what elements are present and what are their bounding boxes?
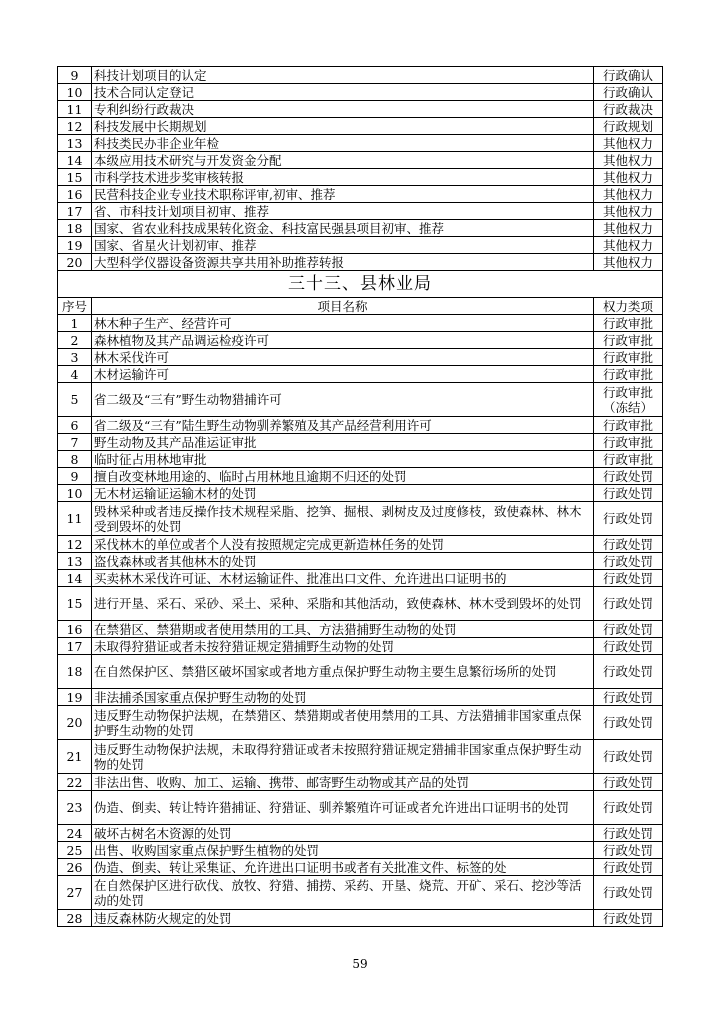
row-serial: 4	[58, 366, 92, 383]
row-serial: 28	[58, 910, 92, 927]
table-row	[58, 169, 663, 186]
row-power-type: 行政处罚	[594, 570, 663, 587]
table-row	[58, 468, 663, 485]
row-power-type: 行政裁决	[594, 101, 663, 118]
row-power-type: 行政处罚	[594, 876, 663, 910]
section-title: 三十三、县林业局	[58, 271, 663, 298]
row-item-name: 科技类民办非企业年检	[92, 135, 594, 152]
table-row	[58, 825, 663, 842]
row-item-name: 省二级及“三有”陆生野生动物驯养繁殖及其产品经营利用许可	[92, 417, 594, 434]
row-item-name: 未取得狩猎证或者未按狩猎证规定猎捕野生动物的处罚	[92, 638, 594, 655]
row-power-type: 行政确认	[594, 67, 663, 84]
row-power-type: 行政处罚	[594, 638, 663, 655]
row-power-type: 其他权力	[594, 186, 663, 203]
table-row	[58, 315, 663, 332]
table-row	[58, 502, 663, 536]
row-power-type: 行政处罚	[594, 910, 663, 927]
table-row	[58, 638, 663, 655]
table-row	[58, 67, 663, 84]
row-power-type: 行政处罚	[594, 655, 663, 689]
table-row	[58, 434, 663, 451]
row-serial: 26	[58, 859, 92, 876]
row-item-name: 出售、收购国家重点保护野生植物的处罚	[92, 842, 594, 859]
row-serial: 12	[58, 536, 92, 553]
row-power-type: 其他权力	[594, 169, 663, 186]
row-serial: 14	[58, 152, 92, 169]
row-power-type: 行政审批	[594, 349, 663, 366]
row-serial: 23	[58, 791, 92, 825]
row-serial: 3	[58, 349, 92, 366]
row-item-name: 违反野生动物保护法规，在禁猎区、禁猎期或者使用禁用的工具、方法猎捕非国家重点保护野生动物的处罚	[92, 706, 594, 740]
row-power-type: 行政审批（冻结）	[594, 383, 663, 417]
row-item-name: 伪造、倒卖、转让采集证、允许进出口证明书或者有关批准文件、标签的处	[92, 859, 594, 876]
row-power-type: 行政审批	[594, 417, 663, 434]
row-serial: 1	[58, 315, 92, 332]
row-serial: 7	[58, 434, 92, 451]
row-power-type: 行政处罚	[594, 859, 663, 876]
row-serial: 22	[58, 774, 92, 791]
row-item-name: 临时征占用林地审批	[92, 451, 594, 468]
row-item-name: 在自然保护区、禁猎区破坏国家或者地方重点保护野生动物主要生息繁衍场所的处罚	[92, 655, 594, 689]
row-item-name: 毁林采种或者违反操作技术规程采脂、挖笋、掘根、剥树皮及过度修枝，致使森林、林木受到毁坏的处罚	[92, 502, 594, 536]
row-serial: 13	[58, 553, 92, 570]
table-row	[58, 220, 663, 237]
header-serial: 序号	[58, 298, 92, 315]
row-serial: 9	[58, 67, 92, 84]
row-power-type: 行政审批	[594, 451, 663, 468]
table-row	[58, 203, 663, 220]
row-item-name: 森林植物及其产品调运检疫许可	[92, 332, 594, 349]
row-item-name: 在禁猎区、禁猎期或者使用禁用的工具、方法猎捕野生动物的处罚	[92, 621, 594, 638]
row-serial: 8	[58, 451, 92, 468]
row-power-type: 行政确认	[594, 84, 663, 101]
row-serial: 18	[58, 655, 92, 689]
table-row	[58, 186, 663, 203]
table-row	[58, 135, 663, 152]
row-serial: 5	[58, 383, 92, 417]
section-title-row	[58, 271, 663, 298]
table-row	[58, 774, 663, 791]
table-row	[58, 332, 663, 349]
row-serial: 16	[58, 186, 92, 203]
row-item-name: 违反森林防火规定的处罚	[92, 910, 594, 927]
table-header-row	[58, 298, 663, 315]
row-item-name: 林木采伐许可	[92, 349, 594, 366]
row-power-type: 行政处罚	[594, 689, 663, 706]
table-row	[58, 152, 663, 169]
row-power-type: 其他权力	[594, 237, 663, 254]
row-item-name: 进行开垦、采石、采砂、采土、采种、采脂和其他活动，致使森林、林木受到毁坏的处罚	[92, 587, 594, 621]
row-power-type: 其他权力	[594, 254, 663, 271]
row-serial: 12	[58, 118, 92, 135]
row-item-name: 无木材运输证运输木材的处罚	[92, 485, 594, 502]
row-serial: 19	[58, 689, 92, 706]
table-row	[58, 553, 663, 570]
row-item-name: 采伐林木的单位或者个人没有按照规定完成更新造林任务的处罚	[92, 536, 594, 553]
table-row	[58, 859, 663, 876]
table-row	[58, 349, 663, 366]
row-serial: 25	[58, 842, 92, 859]
table-row	[58, 84, 663, 101]
row-item-name: 林木种子生产、经营许可	[92, 315, 594, 332]
header-power-type: 权力类项	[594, 298, 663, 315]
table-row	[58, 876, 663, 910]
row-serial: 15	[58, 587, 92, 621]
row-item-name: 国家、省星火计划初审、推荐	[92, 237, 594, 254]
row-serial: 10	[58, 84, 92, 101]
row-serial: 9	[58, 468, 92, 485]
table-row	[58, 791, 663, 825]
row-item-name: 破坏古树名木资源的处罚	[92, 825, 594, 842]
table-row	[58, 451, 663, 468]
row-item-name: 盗伐森林或者其他林木的处罚	[92, 553, 594, 570]
row-power-type: 其他权力	[594, 220, 663, 237]
row-serial: 18	[58, 220, 92, 237]
row-serial: 6	[58, 417, 92, 434]
table-row	[58, 366, 663, 383]
row-power-type: 其他权力	[594, 203, 663, 220]
row-item-name: 技术合同认定登记	[92, 84, 594, 101]
row-serial: 17	[58, 203, 92, 220]
row-item-name: 在自然保护区进行砍伐、放牧、狩猎、捕捞、采药、开垦、烧荒、开矿、采石、挖沙等活动的处罚	[92, 876, 594, 910]
table-row	[58, 706, 663, 740]
table-row	[58, 101, 663, 118]
row-serial: 20	[58, 254, 92, 271]
row-item-name: 省、市科技计划项目初审、推荐	[92, 203, 594, 220]
row-power-type: 行政处罚	[594, 740, 663, 774]
row-power-type: 行政审批	[594, 332, 663, 349]
table-row	[58, 587, 663, 621]
row-serial: 11	[58, 101, 92, 118]
row-serial: 17	[58, 638, 92, 655]
row-item-name: 大型科学仪器设备资源共享共用补助推荐转报	[92, 254, 594, 271]
power-list-table	[57, 66, 663, 927]
row-item-name: 非法出售、收购、加工、运输、携带、邮寄野生动物或其产品的处罚	[92, 774, 594, 791]
row-item-name: 擅自改变林地用途的、临时占用林地且逾期不归还的处罚	[92, 468, 594, 485]
row-item-name: 科技发展中长期规划	[92, 118, 594, 135]
table-row	[58, 621, 663, 638]
row-item-name: 违反野生动物保护法规，未取得狩猎证或者未按照狩猎证规定猎捕非国家重点保护野生动物的处罚	[92, 740, 594, 774]
row-item-name: 专利纠纷行政裁决	[92, 101, 594, 118]
row-serial: 15	[58, 169, 92, 186]
row-power-type: 行政处罚	[594, 536, 663, 553]
row-power-type: 其他权力	[594, 135, 663, 152]
row-serial: 19	[58, 237, 92, 254]
row-power-type: 行政处罚	[594, 706, 663, 740]
row-item-name: 国家、省农业科技成果转化资金、科技富民强县项目初审、推荐	[92, 220, 594, 237]
row-item-name: 民营科技企业专业技术职称评审,初审、推荐	[92, 186, 594, 203]
row-serial: 20	[58, 706, 92, 740]
table-row	[58, 842, 663, 859]
row-power-type: 行政审批	[594, 315, 663, 332]
row-power-type: 行政审批	[594, 434, 663, 451]
row-power-type: 行政处罚	[594, 502, 663, 536]
table-row	[58, 383, 663, 417]
table-row	[58, 910, 663, 927]
row-item-name: 木材运输许可	[92, 366, 594, 383]
forestry-section-heading	[58, 271, 663, 315]
table-row	[58, 237, 663, 254]
science-bureau-rows	[58, 67, 663, 271]
row-power-type: 行政处罚	[594, 621, 663, 638]
table-row	[58, 536, 663, 553]
row-power-type: 行政处罚	[594, 842, 663, 859]
table-row	[58, 570, 663, 587]
table-row	[58, 740, 663, 774]
row-power-type: 其他权力	[594, 152, 663, 169]
table-row	[58, 254, 663, 271]
row-power-type: 行政处罚	[594, 468, 663, 485]
row-serial: 14	[58, 570, 92, 587]
row-item-name: 非法捕杀国家重点保护野生动物的处罚	[92, 689, 594, 706]
row-power-type: 行政处罚	[594, 587, 663, 621]
row-power-type: 行政处罚	[594, 485, 663, 502]
table-row	[58, 485, 663, 502]
table-row	[58, 417, 663, 434]
table-row	[58, 655, 663, 689]
row-serial: 21	[58, 740, 92, 774]
row-item-name: 科技计划项目的认定	[92, 67, 594, 84]
row-power-type: 行政处罚	[594, 553, 663, 570]
row-serial: 2	[58, 332, 92, 349]
row-serial: 24	[58, 825, 92, 842]
row-item-name: 伪造、倒卖、转让特许猎捕证、狩猎证、驯养繁殖许可证或者允许进出口证明书的处罚	[92, 791, 594, 825]
row-power-type: 行政处罚	[594, 791, 663, 825]
row-serial: 27	[58, 876, 92, 910]
row-power-type: 行政审批	[594, 366, 663, 383]
row-item-name: 本级应用技术研究与开发资金分配	[92, 152, 594, 169]
table-row	[58, 118, 663, 135]
page-number: 59	[352, 957, 368, 971]
row-item-name: 野生动物及其产品准运证审批	[92, 434, 594, 451]
row-serial: 11	[58, 502, 92, 536]
forestry-bureau-rows	[58, 315, 663, 927]
row-power-type: 行政规划	[594, 118, 663, 135]
header-item-name: 项目名称	[92, 298, 594, 315]
row-item-name: 省二级及“三有”野生动物猎捕许可	[92, 383, 594, 417]
row-item-name: 市科学技术进步奖审核转报	[92, 169, 594, 186]
row-item-name: 买卖林木采伐许可证、木材运输证件、批准出口文件、允许进出口证明书的	[92, 570, 594, 587]
table-row	[58, 689, 663, 706]
row-serial: 16	[58, 621, 92, 638]
row-power-type: 行政处罚	[594, 774, 663, 791]
row-power-type: 行政处罚	[594, 825, 663, 842]
document-page	[57, 66, 663, 927]
row-serial: 10	[58, 485, 92, 502]
row-serial: 13	[58, 135, 92, 152]
